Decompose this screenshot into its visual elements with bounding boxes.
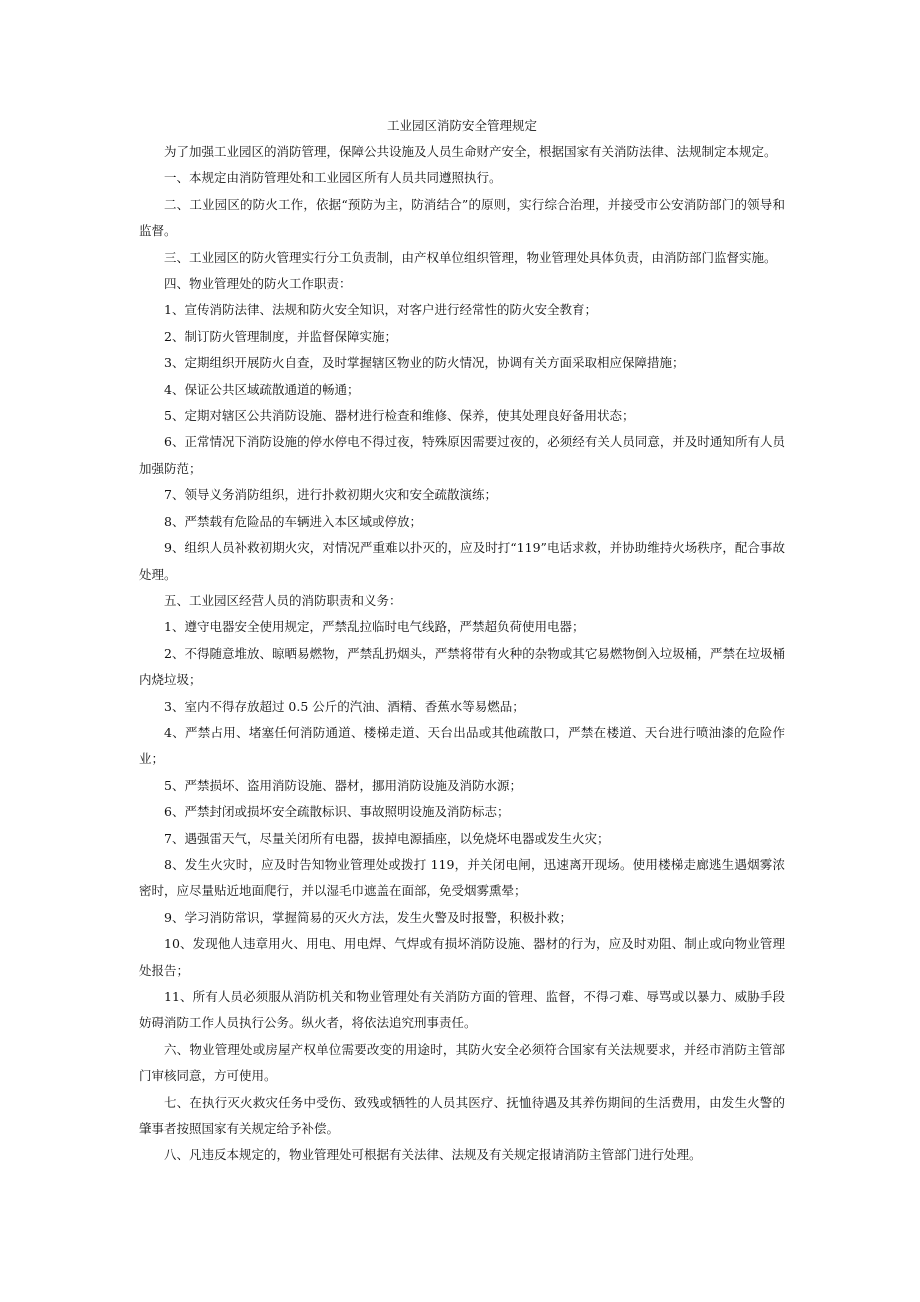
paragraph-section-7: 七、在执行灭火救灾任务中受伤、致残或牺牲的人员其医疗、抚恤待遇及其养伤期间的生活费用，由发生火警的肇事者按照国家有关规定给予补偿。 (139, 1094, 785, 1137)
paragraph-item: 4、严禁占用、堵塞任何消防通道、楼梯走道、天台出品或其他疏散口，严禁在楼道、天台进行喷油漆的危险作业； (139, 724, 785, 767)
paragraph-item: 2、不得随意堆放、晾晒易燃物，严禁乱扔烟头，严禁将带有火种的杂物或其它易燃物倒入垃圾桶，严禁在垃圾桶内烧垃圾； (139, 645, 785, 688)
paragraph-section-8: 八、凡违反本规定的，物业管理处可根据有关法律、法规及有关规定报请消防主管部门进行处理。 (164, 1147, 702, 1163)
paragraph-item: 1、遵守电器安全使用规定，严禁乱拉临时电气线路，严禁超负荷使用电器； (164, 619, 585, 635)
paragraph-section-5-heading: 五、工业园区经营人员的消防职责和义务： (164, 592, 402, 608)
paragraph-item: 9、组织人员补救初期火灾，对情况严重难以扑灭的，应及时打“119”电话求救，并协助维持火场秩序，配合事故处理。 (139, 540, 785, 582)
paragraph-item: 7、遇强雷天气，尽量关闭所有电器，拔掉电源插座，以免烧坏电器或发生火灾； (164, 830, 610, 846)
paragraph-item: 7、领导义务消防组织，进行扑救初期火灾和安全疏散演练； (164, 487, 497, 503)
paragraph-section-4-heading: 四、物业管理处的防火工作职责： (164, 276, 352, 292)
document-body (139, 139, 785, 1169)
paragraph-section-3: 三、工业园区的防火管理实行分工负责制，由产权单位组织管理，物业管理处具体负责，由消防部门监督实施。 (164, 249, 777, 265)
paragraph-item: 8、严禁载有危险品的车辆进入本区域或停放； (164, 513, 422, 529)
paragraph-item: 8、发生火灾时，应及时告知物业管理处或拨打 119，并关闭电闸，迅速离开现场。使用楼梯走廊逃生遇烟雾浓密时，应尽量贴近地面爬行，并以湿毛巾遮盖在面部，免受烟雾熏晕； (139, 856, 785, 899)
paragraph-item: 11、所有人员必须服从消防机关和物业管理处有关消防方面的管理、监督，不得刁难、辱骂或以暴力、威胁手段妨碍消防工作人员执行公务。纵火者，将依法追究刑事责任。 (139, 989, 785, 1031)
paragraph-section-2: 二、工业园区的防火工作，依据“预防为主，防消结合”的原则，实行综合治理，并接受市公安消防部门的领导和监督。 (139, 196, 785, 239)
paragraph-item: 1、宣传消防法律、法规和防火安全知识，对客户进行经常性的防火安全教育； (164, 302, 597, 318)
paragraph-section-1: 一、本规定由消防管理处和工业园区所有人员共同遵照执行。 (164, 170, 502, 186)
paragraph-item: 10、发现他人违章用火、用电、用电焊、气焊或有损坏消防设施、器材的行为，应及时劝阻、制止或向物业管理处报告； (139, 936, 785, 978)
paragraph-intro: 为了加强工业园区的消防管理，保障公共设施及人员生命财产安全，根据国家有关消防法律、法规制定本规定。 (164, 144, 777, 159)
document-page (139, 113, 785, 1169)
paragraph-item: 6、正常情况下消防设施的停水停电不得过夜，特殊原因需要过夜的，必须经有关人员同意，并及时通知所有人员加强防范； (139, 434, 785, 476)
document-title: 工业园区消防安全管理规定 (386, 118, 537, 133)
paragraph-item: 5、严禁损坏、盗用消防设施、器材，挪用消防设施及消防水源； (164, 777, 522, 793)
paragraph-item: 6、严禁封闭或损坏安全疏散标识、事故照明设施及消防标志； (164, 804, 510, 820)
paragraph-item: 2、制订防火管理制度，并监督保障实施； (164, 328, 397, 344)
paragraph-item: 3、定期组织开展防火自查，及时掌握辖区物业的防火情况，协调有关方面采取相应保障措施； (164, 355, 685, 371)
paragraph-section-6: 六、物业管理处或房屋产权单位需要改变的用途时，其防火安全必须符合国家有关法规要求，并经市消防主管部门审核同意，方可使用。 (139, 1041, 785, 1084)
paragraph-item: 5、定期对辖区公共消防设施、器材进行检查和维修、保养，使其处理良好备用状态； (164, 408, 635, 424)
paragraph-item: 4、保证公共区域疏散通道的畅通； (164, 381, 360, 397)
paragraph-item: 9、学习消防常识，掌握简易的灭火方法，发生火警及时报警，积极扑救； (164, 909, 572, 925)
paragraph-item: 3、室内不得存放超过 0.5 公斤的汽油、酒精、香蕉水等易燃品； (164, 698, 525, 714)
